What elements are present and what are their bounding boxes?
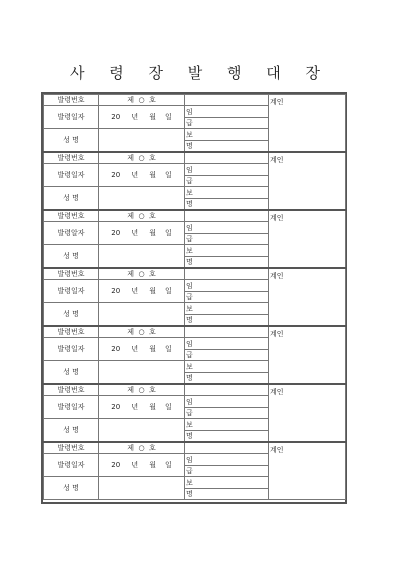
side-char-2: 급 — [185, 408, 269, 419]
seal-cell: 계인 — [269, 95, 346, 153]
issue-date-value: 20 년 월 일 — [99, 454, 185, 477]
side-char-2: 급 — [185, 292, 269, 303]
issue-number-label: 발령번호 — [44, 268, 99, 280]
side-char-4: 명 — [185, 199, 269, 211]
issue-date-label: 발령일자 — [44, 280, 99, 303]
name-label: 성 명 — [44, 129, 99, 153]
issue-number-label: 발령번호 — [44, 384, 99, 396]
side-char-4: 명 — [185, 489, 269, 500]
issue-number-label: 발령번호 — [44, 442, 99, 454]
side-char-1: 임 — [185, 454, 269, 466]
name-value — [99, 187, 185, 211]
side-blank — [185, 95, 269, 106]
block-row-number — [44, 442, 346, 454]
issue-number-value: 제 ○ 호 — [99, 442, 185, 454]
issue-number-value: 제 ○ 호 — [99, 268, 185, 280]
side-char-4: 명 — [185, 431, 269, 443]
side-blank — [185, 210, 269, 222]
side-char-4: 명 — [185, 257, 269, 269]
side-char-1: 임 — [185, 280, 269, 292]
side-char-3: 보 — [185, 245, 269, 257]
issue-date-value: 20 년 월 일 — [99, 164, 185, 187]
seal-cell: 계인 — [269, 384, 346, 442]
name-label: 성 명 — [44, 187, 99, 211]
side-blank — [185, 152, 269, 164]
name-value — [99, 477, 185, 500]
name-label: 성 명 — [44, 477, 99, 500]
issue-date-label: 발령일자 — [44, 164, 99, 187]
issue-number-value: 제 ○ 호 — [99, 384, 185, 396]
document-title: 사 령 장 발 행 대 장 — [69, 64, 331, 82]
issue-number-label: 발령번호 — [44, 326, 99, 338]
name-label: 성 명 — [44, 419, 99, 443]
issue-date-label: 발령일자 — [44, 106, 99, 129]
name-label: 성 명 — [44, 361, 99, 385]
register-table — [43, 94, 346, 500]
name-value — [99, 419, 185, 443]
block-row-number — [44, 268, 346, 280]
seal-cell: 계인 — [269, 442, 346, 500]
block-row-number — [44, 210, 346, 222]
side-char-3: 보 — [185, 419, 269, 431]
block-row-number — [44, 326, 346, 338]
side-char-4: 명 — [185, 373, 269, 385]
issue-date-label: 발령일자 — [44, 396, 99, 419]
seal-cell: 계인 — [269, 152, 346, 210]
name-value — [99, 361, 185, 385]
name-label: 성 명 — [44, 303, 99, 327]
side-char-3: 보 — [185, 303, 269, 315]
side-char-1: 임 — [185, 222, 269, 234]
issue-date-label: 발령일자 — [44, 454, 99, 477]
issue-date-label: 발령일자 — [44, 338, 99, 361]
block-row-number — [44, 95, 346, 106]
register-sheet — [41, 92, 347, 504]
side-char-1: 임 — [185, 106, 269, 118]
side-char-3: 보 — [185, 477, 269, 489]
block-row-number — [44, 384, 346, 396]
issue-date-value: 20 년 월 일 — [99, 338, 185, 361]
issue-date-value: 20 년 월 일 — [99, 222, 185, 245]
block-row-number — [44, 152, 346, 164]
side-char-2: 급 — [185, 234, 269, 245]
issue-number-label: 발령번호 — [44, 95, 99, 106]
side-char-1: 임 — [185, 396, 269, 408]
issue-date-value: 20 년 월 일 — [99, 106, 185, 129]
side-char-2: 급 — [185, 118, 269, 129]
seal-cell: 계인 — [269, 326, 346, 384]
issue-number-label: 발령번호 — [44, 152, 99, 164]
seal-cell: 계인 — [269, 210, 346, 268]
name-label: 성 명 — [44, 245, 99, 269]
issue-number-value: 제 ○ 호 — [99, 326, 185, 338]
name-value — [99, 303, 185, 327]
side-char-1: 임 — [185, 164, 269, 176]
side-blank — [185, 326, 269, 338]
side-blank — [185, 384, 269, 396]
side-blank — [185, 268, 269, 280]
side-char-4: 명 — [185, 141, 269, 153]
issue-number-value: 제 ○ 호 — [99, 152, 185, 164]
name-value — [99, 129, 185, 153]
side-char-3: 보 — [185, 129, 269, 141]
issue-date-label: 발령알자 — [44, 222, 99, 245]
side-char-1: 임 — [185, 338, 269, 350]
side-char-3: 보 — [185, 187, 269, 199]
name-value — [99, 245, 185, 269]
side-char-2: 급 — [185, 350, 269, 361]
side-blank — [185, 442, 269, 454]
side-char-3: 보 — [185, 361, 269, 373]
seal-cell: 계인 — [269, 268, 346, 326]
issue-date-value: 20 년 월 일 — [99, 396, 185, 419]
issue-number-value: 제 ○ 호 — [99, 210, 185, 222]
issue-date-value: 20 년 월 일 — [99, 280, 185, 303]
issue-number-label: 발령번호 — [44, 210, 99, 222]
side-char-4: 명 — [185, 315, 269, 327]
side-char-2: 급 — [185, 466, 269, 477]
side-char-2: 급 — [185, 176, 269, 187]
issue-number-value: 제 ○ 호 — [99, 95, 185, 106]
